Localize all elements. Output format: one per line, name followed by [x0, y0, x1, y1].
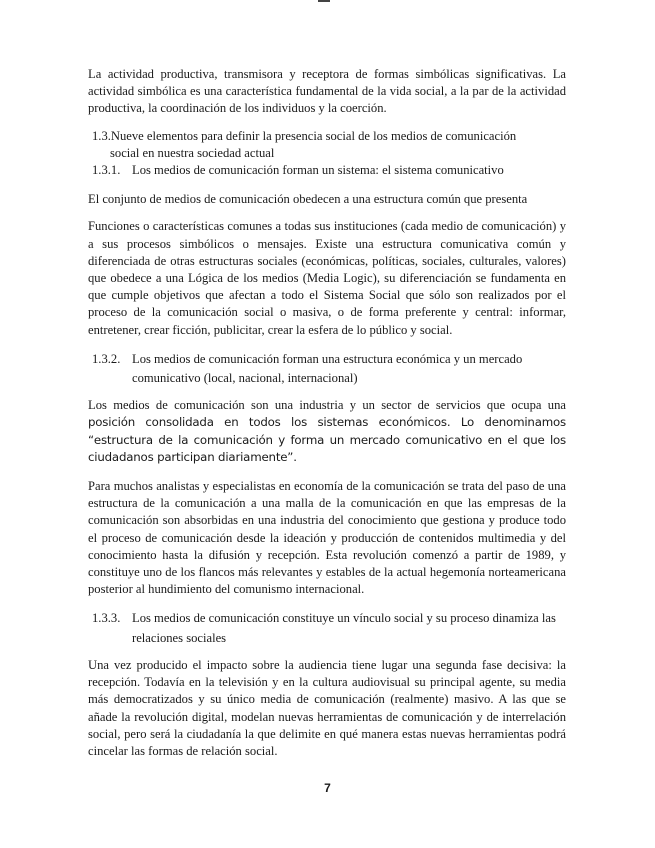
paragraph-4-start: Los medios de comunicación son una industria y un sector de servicios que ocupa una	[88, 398, 566, 413]
heading-1-3-2	[88, 351, 566, 368]
paragraph-2: El conjunto de medios de comunicación obedecen a una estructura común que presenta	[88, 192, 528, 207]
heading-1-3-3	[88, 610, 566, 627]
heading-1-3-1-number: 1.3.1.	[92, 163, 121, 178]
paragraph-1: La actividad productiva, transmisora y receptora de formas simbólicas significativas. La actividad simbólica es una característica fundamental de la vida social, a la par de la actividad productiva, la coordinación de los individuos y la coerción.	[88, 67, 566, 116]
heading-1-3-1-text: Los medios de comunicación forman un sistema: el sistema comunicativo	[132, 163, 504, 178]
heading-1-3	[88, 128, 566, 162]
heading-1-3-2-line-1: Los medios de comunicación forman una estructura económica y un mercado	[132, 351, 523, 366]
heading-1-3-3-line-2: relaciones sociales	[132, 630, 227, 645]
paragraph-6: Una vez producido el impacto sobre la audiencia tiene lugar una segunda fase decisiva: la recepción. Todavía en la televisión y en la cultura audiovisual su principal agente, su media más democratizados y su único media de comunicación (realmente) masivo. A las que se añade la revolución digital, modelan nuevas herramientas de comunicación y de interrelación social, pero será la ciudadanía la que delimite en qué manera estas nuevas herramientas podrá cincelar las formas de relación social.	[88, 657, 566, 758]
heading-1-3-line-2: social en nuestra sociedad actual	[110, 145, 275, 160]
heading-1-3-3-number: 1.3.3.	[92, 611, 121, 626]
heading-1-3-2-line-2: comunicativo (local, nacional, internacional)	[132, 371, 358, 386]
heading-1-3-3-line-1: Los medios de comunicación constituye un vínculo social y su proceso dinamiza las	[132, 611, 556, 626]
paragraph-4	[88, 397, 566, 466]
paragraph-3: Funciones o características comunes a todas sus instituciones (cada medio de comunicación) y a sus procesos simbólicos o mensajes. Existe una estructura comunicativa común y diferenciada de otras estructuras sociales (económicas, políticas, sociales, culturales, valores) que obedece a una Lógica de los medios (Media Logic), su diferenciación se fundamenta en que cumple objetivos que afectan a todo el Sistema Social que sólo son realizados por el proceso de la comunicación social o masiva, o de forma preferente y central: informar, entretener, crear ficción, publicitar, crear la esfera de lo público y social.	[88, 219, 566, 337]
paragraph-4-end: posición consolidada en todos los sistemas económicos. Lo denominamos “estructura de la comunicación y forma un mercado comunicativo en el que los ciudadanos participan diariamente”.	[88, 415, 566, 464]
paragraph-5: Para muchos analistas y especialistas en economía de la comunicación se trata del paso de una estructura de la comunicación a una malla de la comunicación en que las empresas de la comunicación son absorbidas en una industria del conocimiento que gestiona y produce todo el proceso de comunicación desde la ideación y producción de contenidos multimedia y del conocimiento hasta la difusión y recepción. Esta revolución comenzó a partir de 1989, y constituye uno de los flancos más relevantes y estables de la actual hegemonía norteamericana posterior al hundimiento del comunismo internacional.	[88, 479, 566, 597]
heading-1-3-2-number: 1.3.2.	[92, 351, 121, 366]
top-edge-mark	[318, 0, 330, 2]
page-number: 7	[324, 781, 331, 795]
heading-1-3-line-1: 1.3.Nueve elementos para definir la presencia social de los medios de comunicación	[92, 128, 517, 143]
heading-1-3-1	[88, 162, 566, 179]
document-body	[88, 66, 566, 772]
